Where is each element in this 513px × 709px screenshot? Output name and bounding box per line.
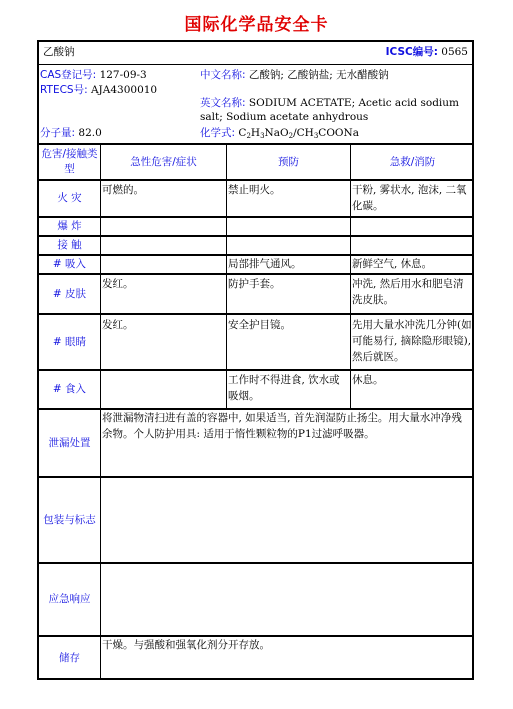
en-name-label: 英文名称:	[200, 97, 246, 109]
divider	[39, 64, 472, 65]
fire-prevention: 禁止明火。	[228, 184, 281, 196]
en-name-line1: SODIUM ACETATE; Acetic acid sodium	[248, 97, 459, 109]
ingestion-firstaid: 休息。	[352, 374, 384, 386]
section-label-packaging: 包装与标志	[43, 513, 96, 526]
section-label-spill: 泄漏处置	[48, 436, 91, 449]
row-type-contact: 接 触	[57, 239, 82, 251]
card-title: 国际化学品安全卡	[184, 15, 329, 35]
divider	[39, 216, 472, 218]
eyes-acute: 发红。	[102, 319, 134, 331]
row-type-explosion: 爆 炸	[57, 220, 82, 232]
cas-number	[40, 68, 147, 83]
row-type-inhalation: # 吸入	[52, 258, 87, 270]
section-text-spill: 将泄漏物清扫进有盖的容器中, 如果适当, 首先润湿防止扬尘。用大量水冲净残余物。个人防护用具: 适用于惰性颗粒物的P1过滤呼吸器。	[102, 412, 462, 440]
mw-value: 82.0	[78, 127, 102, 139]
molecular-weight	[40, 126, 102, 141]
section-label-emergency: 应急响应	[48, 593, 91, 605]
cn-name-value: 乙酸钠; 乙酸钠盐; 无水醋酸钠	[248, 69, 389, 81]
icsc-value: 0565	[441, 46, 468, 58]
fire-firstaid: 干粉, 雾状水, 泡沫, 二氧化碳。	[352, 184, 467, 212]
mw-label: 分子量:	[40, 127, 76, 139]
chemical-name: 乙酸钠	[43, 46, 75, 58]
row-type-skin: # 皮肤	[52, 287, 87, 300]
cn-name-label: 中文名称:	[200, 69, 246, 81]
skin-acute: 发红。	[102, 278, 134, 290]
eyes-firstaid: 先用大量水冲洗几分钟(如可能易行, 摘除隐形眼镜), 然后就医。	[352, 319, 472, 363]
divider	[39, 179, 472, 181]
divider	[39, 562, 472, 564]
en-name	[200, 96, 459, 111]
fire-acute: 可燃的。	[102, 184, 144, 196]
eyes-prevention: 安全护目镜。	[228, 319, 291, 331]
section-text-storage: 干燥。与强酸和强氧化剂分开存放。	[102, 639, 270, 651]
section-label-storage: 储存	[59, 652, 80, 664]
col-header-acute: 急性危害/症状	[130, 155, 197, 168]
row-type-eyes: # 眼睛	[52, 335, 87, 348]
row-type-fire: 火 灾	[57, 192, 82, 204]
divider	[39, 273, 472, 275]
divider	[39, 476, 472, 478]
col-header-type: 危害/接触类型	[41, 148, 98, 175]
rtecs-number	[40, 83, 157, 98]
formula-value: $C_2H_3NaO_2/CH_3COONa$	[238, 127, 359, 140]
cn-name	[200, 68, 389, 83]
col-header-prevention: 预防	[278, 155, 299, 168]
en-name-line2: salt; Sodium acetate anhydrous	[200, 111, 369, 123]
col-divider	[100, 408, 101, 680]
icsc-label: ICSC编号:	[385, 46, 438, 58]
rtecs-value: AJA4300010	[90, 84, 158, 96]
formula-label: 化学式:	[200, 127, 236, 139]
inhalation-prevention: 局部排气通风。	[228, 258, 302, 270]
ingestion-prevention: 工作时不得进食, 饮水或吸烟。	[228, 374, 340, 402]
row-type-ingestion: # 食入	[52, 383, 87, 395]
divider	[39, 235, 472, 237]
col-header-firstaid: 急救/消防	[389, 155, 436, 168]
chemical-formula	[200, 126, 359, 144]
skin-prevention: 防护手套。	[228, 278, 281, 290]
cas-label: CAS登记号:	[40, 69, 97, 81]
divider	[39, 369, 472, 371]
rtecs-label: RTECS号:	[40, 84, 88, 96]
cas-value: 127-09-3	[99, 69, 147, 81]
skin-firstaid: 冲洗, 然后用水和肥皂清洗皮肤。	[352, 278, 464, 306]
divider	[39, 313, 472, 315]
icsc-number	[386, 45, 468, 60]
inhalation-firstaid: 新鲜空气, 休息。	[352, 258, 433, 270]
safety-card	[37, 40, 474, 680]
